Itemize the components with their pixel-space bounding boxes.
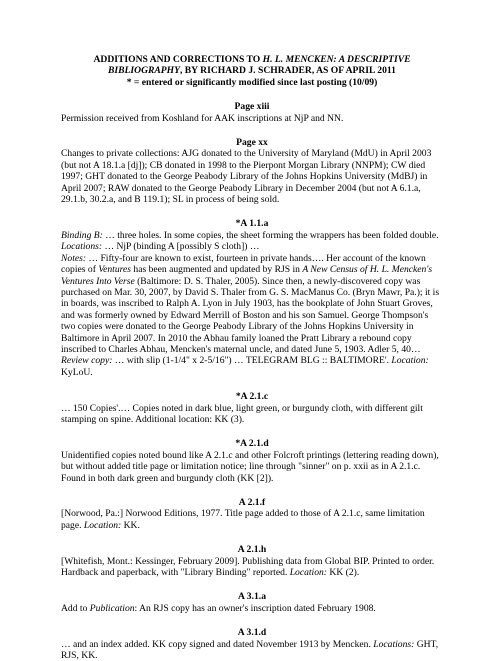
publication-italic: Publication — [89, 602, 135, 614]
locations-label-a-3-1-d: Locations: — [373, 638, 415, 650]
text-a-2-1-h: [Whitefish, Mont.: Kessinger, February 2009]. Publishing data from Global BIP. Printed to order. Hardback and paperback, with "Library Binding" reported. — [61, 555, 435, 579]
locations-label: Locations: — [61, 241, 103, 253]
heading-page-xx: Page xx — [236, 137, 268, 149]
title-line-1-a: ADDITIONS AND CORRECTIONS TO — [93, 54, 263, 65]
heading-a-1-1-a: *A 1.1.a — [235, 218, 269, 230]
text-a-2-1-c: … 150 Copies'.… Copies noted in dark blue, light green, or burgundy cloth, with different gilt stamping on spine. Additional location: KK (3). — [61, 402, 423, 425]
binding-label: Binding B: — [61, 229, 103, 241]
review-location-label: Location: — [391, 355, 429, 367]
text-page-xiii: Permission received from Koshland for AAK inscriptions at NjP and NN. — [61, 112, 344, 124]
entry-a-2-1-h — [61, 556, 443, 579]
heading-page-xiii: Page xiii — [234, 101, 270, 113]
review-text: … with slip (1-1/4" x 2-5/16") … TELEGRAM BLG :: BALTIMORE'. — [112, 355, 392, 367]
heading-a-2-1-d: *A 2.1.d — [235, 438, 269, 450]
heading-a-3-1-a: A 3.1.a — [238, 591, 266, 603]
entry-a-3-1-d — [61, 639, 443, 661]
locations-text-a-3-1-d: GHT, RJS, KK. — [61, 638, 439, 661]
title-line-2-b: , BY RICHARD J. SCHRADER, AS OF APRIL 2011 — [179, 65, 396, 77]
entry-binding — [61, 230, 443, 241]
text-a-2-1-f: [Norwood, Pa.:] Norwood Editions, 1977. Title page added to those of A 2.1.c, same limitation page. — [61, 508, 425, 531]
location-text-a-2-1-f: KK. — [121, 519, 140, 531]
entry-a-2-1-f — [61, 508, 443, 531]
text-a-2-1-d: Unidentified copies noted bound like A 2.1.c and other Folcroft printings (lettering reading down), but without added title page or limitation notice; line through "sinner" on p. xxii as in A 2.1.c. Found in both dark green and burgundy cloth (KK [2]). — [61, 449, 439, 484]
heading-a-2-1-c: *A 2.1.c — [235, 391, 269, 403]
text-page-xx: Changes to private collections: AJG donated to the University of Maryland (MdU) in April 2003 (but not A 18.1.a [dj]); CB donated in 1998 to the Pierpont Morgan Library (NNPM); CW died 1997; GHT donated to the George Peabody Library of the Johns Hopkins University (MdBJ) in April 2007; RAW donated to the George Peabody Library in December 2004 (but not A 6.1.a, 29.1.b, 30.2.a, and B 119.1); SL in process of being sold. — [61, 148, 432, 206]
location-text-a-2-1-h: KK (2). — [327, 567, 360, 579]
text-a-3-1-d: … and an index added. KK copy signed and dated November 1913 by Mencken. — [61, 638, 374, 650]
notes-text-3: (Baltimore: D. S. Thaler, 2005). Since then, a newly-discovered copy was purchased on Mar. 30, 2007, by David S. Thaler from G. S. MacManus Co. (Bryn Mawr, Pa.); it is in boards, was inscribed to Ralph A. Lyon in July 1903, has the bookplate of John Stuart Groves, and was formerly owned by Edward Merrill of Boston and his son Samuel. George Thompson's two copies were donated to the George Peabody Library of the Johns Hopkins University in Baltimore in April 2007. In 2010 the Abhau family loaned the Pratt Library a rebound copy inscribed to Charles Abhau, Mencken's maternal uncle, and dated June 5, 1903. Adler 5, 40… — [61, 275, 440, 355]
notes-text-2: has been augmented and updated by RJS in — [131, 264, 303, 276]
document-title — [61, 54, 443, 88]
text-a-3-1-a-start: Add to — [61, 602, 90, 614]
heading-a-3-1-d: A 3.1.d — [237, 627, 267, 639]
locations-text: … NjP (binding A [possibly S cloth]) … — [102, 241, 260, 253]
heading-a-2-1-h: A 2.1.h — [237, 544, 267, 556]
binding-text: … three holes. In some copies, the sheet forming the wrappers has been folded double. — [102, 229, 439, 241]
entry-a-3-1-a — [61, 603, 443, 614]
entry-notes — [61, 253, 443, 356]
location-label-a-2-1-f: Location: — [83, 519, 122, 531]
text-a-3-1-a-end: : An RJS copy has an owner's inscription dated February 1908. — [134, 602, 376, 614]
notes-italic-1: Ventures — [98, 264, 131, 276]
location-label-a-2-1-h: Location: — [289, 567, 327, 579]
title-line-2-a: BIBLIOGRAPHY — [108, 65, 180, 77]
review-label: Review copy: — [61, 355, 113, 367]
entry-review-copy — [61, 355, 443, 378]
heading-a-2-1-f: A 2.1.f — [238, 497, 266, 508]
notes-italic-2: A New Census of H. L. Mencken's Ventures Into Verse — [61, 264, 433, 287]
title-line-1-b: H. L. MENCKEN: A DESCRIPTIVE — [262, 54, 411, 65]
entry-locations — [61, 241, 443, 252]
title-line-3: * = entered or significantly modified since last posting (10/09) — [126, 76, 378, 88]
document-body — [61, 54, 443, 661]
notes-label: Notes: — [61, 252, 87, 264]
review-location-text: KyLoU. — [61, 366, 93, 378]
notes-text-1: … Fifty-four are known to exist, fourteen in private hands…. Her account of the known copies of — [61, 252, 426, 276]
